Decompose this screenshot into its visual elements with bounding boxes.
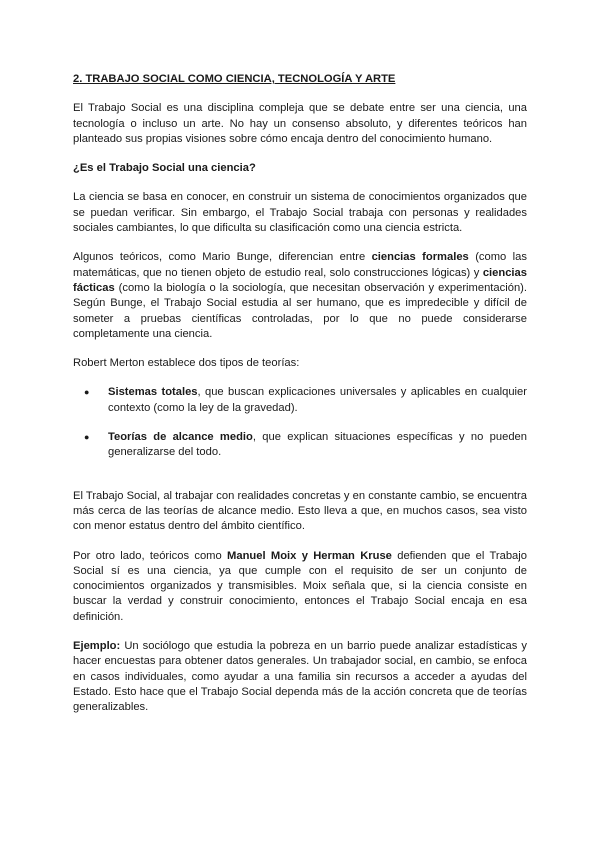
example-text: Un sociólogo que estudia la pobreza en un barrio puede analizar estadísticas y hacer encuestas para obtener datos generales. Un trabajador social, en cambio, se enfoca en casos individuales, como ayudar a una familia sin recursos a acceder a ayudas del Estado. Esto hace que el Trabajo Social dependa más de la acción concreta que de teorías generalizables. — [73, 640, 527, 714]
intro-paragraph: El Trabajo Social es una disciplina compleja que se debate entre ser una ciencia, una tecnología o incluso un arte. No hay un consenso absoluto, y diferentes teóricos han planteado sus propias visiones sobre cómo encaja dentro del conocimiento humano. — [73, 102, 527, 145]
list-item — [108, 430, 527, 461]
term-sistemas-totales: Sistemas totales — [108, 386, 198, 399]
paragraph-alcance-medio: El Trabajo Social, al trabajar con realidades concretas y en constante cambio, se encuentra más cerca de las teorías de alcance medio. Esto lleva a que, en muchos casos, sea visto con menor estatus dentro del ámbito científico. — [73, 489, 527, 533]
theory-types-list — [73, 385, 527, 460]
spacer — [73, 475, 527, 489]
list-item-text: , que buscan explicaciones universales y aplicables en cualquier contexto (como la ley de la gravedad). — [108, 386, 527, 414]
moix-text-c: defienden que el Trabajo Social sí es una ciencia, ya que cumple con el requisito de ser un conjunto de conocimientos organizados y transmisibles. Moix señala que, si la ciencia consiste en buscar la verdad y construir conocimiento, entonces el Trabajo Social encaja en esa definición. — [73, 549, 527, 623]
bunge-text-c: (como las matemáticas, que no tienen objeto de estudio real, solo construcciones lógicas) y — [73, 251, 527, 279]
bunge-text-a: Algunos teóricos, como Mario Bunge, diferencian entre — [73, 251, 372, 264]
list-item-text: , que explican situaciones específicas y no pueden generalizarse del todo. — [108, 431, 527, 459]
paragraph-merton: Robert Merton establece dos tipos de teorías: — [73, 357, 300, 370]
document-title: 2. TRABAJO SOCIAL COMO CIENCIA, TECNOLOGÍA Y ARTE — [73, 73, 396, 85]
term-ciencias-facticas: ciencias fácticas — [73, 266, 527, 294]
names-moix-kruse: Manuel Moix y Herman Kruse — [227, 549, 392, 562]
term-alcance-medio: Teorías de alcance medio — [108, 431, 253, 444]
bunge-text-e: (como la biología o la sociología, que necesitan observación y experimentación). Según Bunge, el Trabajo Social estudia al ser humano, que es impredecible y difícil de someter a pruebas científicas controladas, por lo que no puede considerarse completamente una ciencia. — [73, 281, 527, 340]
paragraph-science-definition: La ciencia se basa en conocer, en construir un sistema de conocimientos organizados que se puedan verificar. Sin embargo, el Trabajo Social trabaja con personas y realidades sociales cambiantes, lo que dificulta su clasificación como una ciencia estricta. — [73, 191, 527, 235]
term-ciencias-formales: ciencias formales — [371, 251, 469, 264]
document-page — [73, 72, 527, 730]
paragraph-bunge — [73, 250, 527, 342]
example-label: Ejemplo: — [73, 640, 121, 653]
section-heading: ¿Es el Trabajo Social una ciencia? — [73, 162, 256, 175]
moix-text-a: Por otro lado, teóricos como — [73, 549, 228, 562]
list-item — [108, 385, 527, 416]
paragraph-moix-kruse — [73, 549, 527, 625]
paragraph-example — [73, 639, 527, 715]
